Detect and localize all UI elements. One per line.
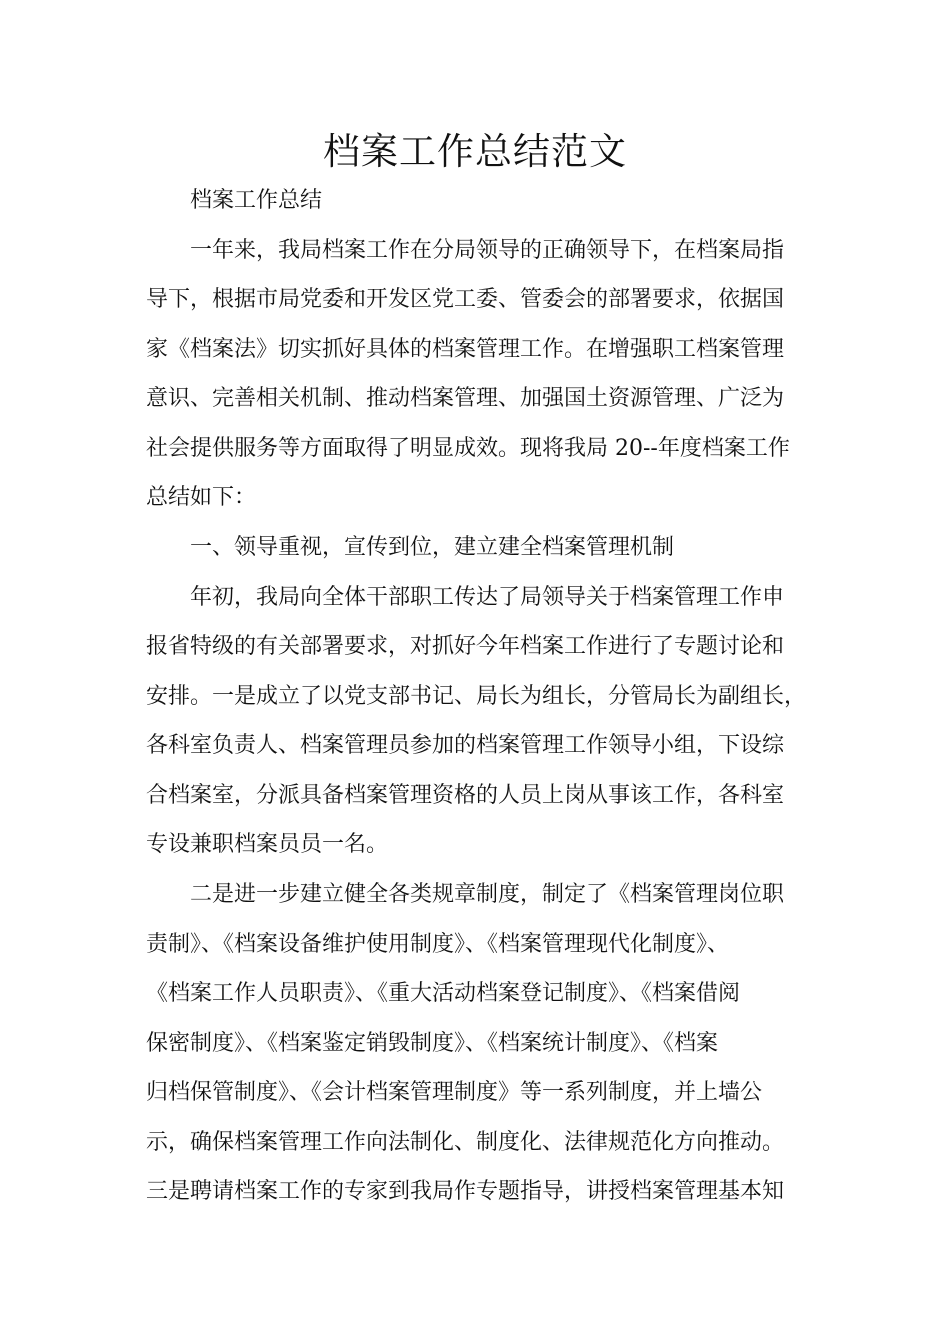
text-line: 报省特级的有关部署要求，对抓好今年档案工作进行了专题讨论和	[146, 634, 785, 659]
text-line: 合档案室，分派具备档案管理资格的人员上岗从事该工作，各科室	[146, 783, 785, 808]
text-line: 社会提供服务等方面取得了明显成效。现将我局 20--年度档案工作	[146, 436, 790, 461]
text-line: 一年来，我局档案工作在分局领导的正确领导下，在档案局指	[190, 238, 785, 263]
text-line: 责制》、《档案设备维护使用制度》、《档案管理现代化制度》、	[146, 932, 730, 957]
text-line: 示，确保档案管理工作向法制化、制度化、法律规范化方向推动。	[146, 1130, 785, 1155]
text-line: 三是聘请档案工作的专家到我局作专题指导，讲授档案管理基本知	[146, 1179, 785, 1204]
section-heading: 一、领导重视，宣传到位，建立建全档案管理机制	[190, 535, 675, 560]
text-line: 意识、完善相关机制、推动档案管理、加强国土资源管理、广泛为	[146, 386, 785, 411]
text-line: 归档保管制度》、《会计档案管理制度》等一系列制度，并上墙公	[146, 1080, 763, 1105]
text-line: 保密制度》、《档案鉴定销毁制度》、《档案统计制度》、《档案	[146, 1031, 719, 1056]
text-line: 总结如下：	[146, 485, 257, 510]
text-line: 二是进一步建立健全各类规章制度，制定了《档案管理岗位职	[190, 882, 785, 907]
text-line: 家《档案法》切实抓好具体的档案管理工作。在增强职工档案管理	[146, 337, 785, 362]
text-line: 各科室负责人、档案管理员参加的档案管理工作领导小组，下设综	[146, 733, 785, 758]
text-line: 年初，我局向全体干部职工传达了局领导关于档案管理工作申	[190, 585, 785, 610]
section-heading: 档案工作总结	[190, 188, 323, 213]
document-title: 档案工作总结范文	[323, 130, 627, 173]
text-line: 安排。一是成立了以党支部书记、局长为组长，分管局长为副组长，	[146, 684, 807, 709]
text-line: 《档案工作人员职责》、《重大活动档案登记制度》、《档案借阅	[146, 981, 741, 1006]
text-line: 导下，根据市局党委和开发区党工委、管委会的部署要求，依据国	[146, 287, 785, 312]
text-line: 专设兼职档案员员一名。	[146, 832, 389, 857]
